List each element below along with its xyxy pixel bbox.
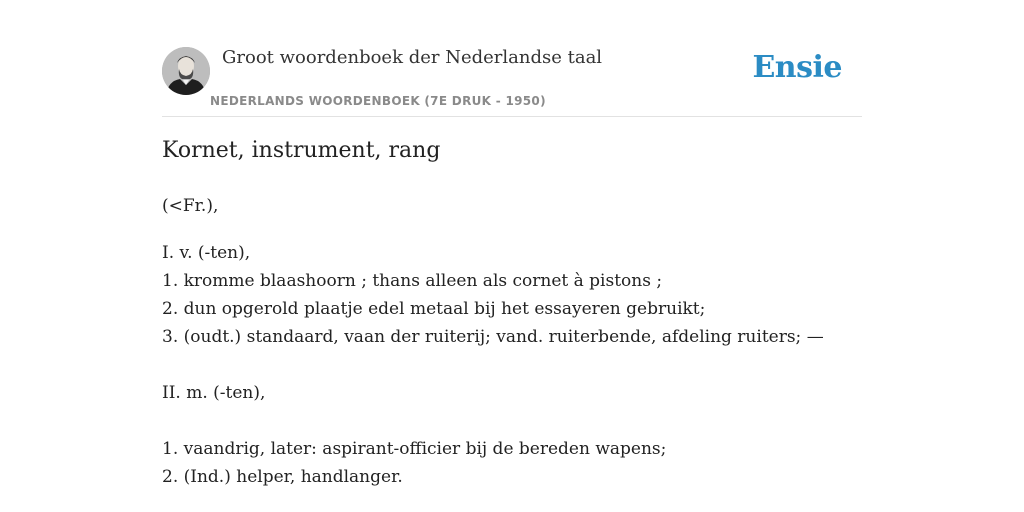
ensie-logo-link[interactable]: Ensie [752, 50, 842, 85]
author-portrait-avatar [162, 47, 210, 95]
definition-item: 1. kromme blaashoorn ; thans alleen als cornet à pistons ; [162, 271, 663, 291]
portrait-icon [162, 47, 210, 95]
page-header [162, 40, 862, 117]
definition-item: 2. (Ind.) helper, handlanger. [162, 467, 403, 487]
entry-body [162, 192, 862, 491]
book-title-link[interactable]: Groot woordenboek der Nederlandse taal [222, 47, 603, 68]
definition-item: 3. (oudt.) standaard, vaan der ruiterij; vand. ruiterbende, afdeling ruiters; — [162, 327, 824, 347]
definition-item: 2. dun opgerold plaatje edel metaal bij het essayeren gebruikt; [162, 299, 706, 319]
section-1-heading: I. v. (-ten), [162, 243, 251, 263]
section-2-heading: II. m. (-ten), [162, 383, 266, 403]
book-subtitle: NEDERLANDS WOORDENBOEK (7E DRUK - 1950) [210, 94, 546, 108]
entry-origin: (<Fr.), [162, 196, 219, 216]
entry-title: Kornet, instrument, rang [162, 138, 441, 163]
definition-item: 1. vaandrig, later: aspirant-officier bij de bereden wapens; [162, 439, 667, 459]
